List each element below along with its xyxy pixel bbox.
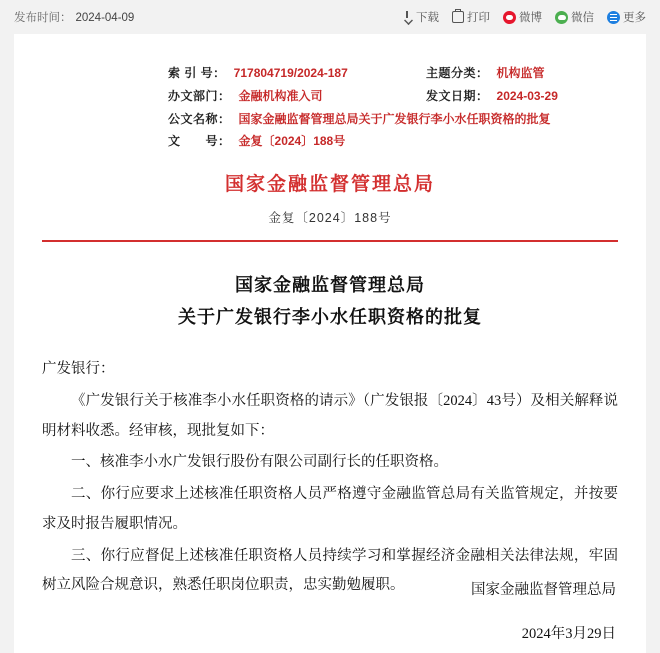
body-paragraph: 二、你行应要求上述核准任职资格人员严格遵守金融监管总局有关监管规定，并按要求及时报告履职情况。 (42, 486, 618, 532)
metadata-index (168, 62, 426, 85)
print-label: 打印 (467, 12, 490, 24)
body-paragraph: 《广发银行关于核准李小水任职资格的请示》（广发银报〔2024〕43号）及相关解释说明材料收悉。经审核，现批复如下： (42, 392, 618, 439)
department-label: 办文部门： (168, 88, 231, 103)
doc-number-value: 金复〔2024〕188号 (238, 134, 346, 149)
weibo-icon (503, 11, 516, 24)
publish-date (14, 9, 134, 25)
doc-name-value: 国家金融监督管理总局关于广发银行李小水任职资格的批复 (238, 111, 551, 126)
share-wechat-button[interactable] (555, 9, 594, 25)
metadata-department (168, 85, 426, 108)
wechat-icon (555, 11, 568, 24)
share-weibo-label: 微博 (519, 12, 542, 24)
download-button[interactable] (401, 9, 439, 25)
metadata-row (168, 85, 588, 108)
publish-date-label: 发布时间： (14, 12, 72, 24)
document-sheet (14, 34, 646, 653)
metadata-topic (426, 62, 588, 85)
doc-name-label: 公文名称： (168, 111, 231, 126)
more-button[interactable] (607, 9, 646, 25)
body-paragraph: 三、你行应督促上述核准任职资格人员持续学习和掌握经济金融相关法律法规，牢固树立风险合规意识，熟悉任职岗位职责，忠实勤勉履职。 (42, 547, 618, 594)
index-label: 索 引 号： (168, 66, 226, 80)
metadata-row (168, 130, 588, 153)
document-body (42, 355, 618, 601)
publish-date-value: 2024-04-09 (75, 12, 135, 24)
date-label: 发文日期： (426, 88, 489, 103)
issuing-organization: 国家金融监督管理总局 (224, 174, 435, 196)
signature-date: 2024年3月29日 (521, 626, 616, 642)
share-actions (401, 9, 646, 25)
printer-icon (452, 11, 464, 23)
metadata-doc-number (168, 130, 345, 153)
download-label: 下载 (416, 12, 439, 24)
metadata-date (426, 85, 588, 108)
download-icon (401, 11, 413, 23)
page-title (42, 270, 618, 333)
share-weibo-button[interactable] (503, 9, 542, 25)
metadata-row (168, 108, 588, 131)
document-serial-number: 金复〔2024〕188号 (268, 211, 392, 226)
more-icon (607, 11, 620, 24)
print-button[interactable] (452, 9, 490, 25)
share-wechat-label: 微信 (571, 12, 594, 24)
red-divider (42, 240, 618, 242)
index-value: 717804719/2024-187 (233, 66, 348, 80)
body-paragraph: 一、核准李小水广发银行股份有限公司副行长的任职资格。 (71, 454, 448, 471)
page-title-line1: 国家金融监督管理总局 (235, 275, 425, 296)
metadata-doc-name (168, 108, 551, 131)
document-metadata (42, 62, 618, 153)
top-toolbar (0, 0, 660, 34)
signature-organization: 国家金融监督管理总局 (471, 581, 616, 598)
salutation: 广发银行： (42, 361, 115, 378)
topic-value: 机构监管 (496, 66, 545, 80)
more-label: 更多 (623, 12, 646, 24)
doc-number-label: 文 号： (168, 134, 231, 149)
date-value: 2024-03-29 (496, 88, 558, 103)
topic-label: 主题分类： (426, 66, 489, 80)
department-value: 金融机构准入司 (238, 88, 323, 103)
metadata-row (168, 62, 588, 85)
page-title-line2: 关于广发银行李小水任职资格的批复 (178, 306, 482, 327)
